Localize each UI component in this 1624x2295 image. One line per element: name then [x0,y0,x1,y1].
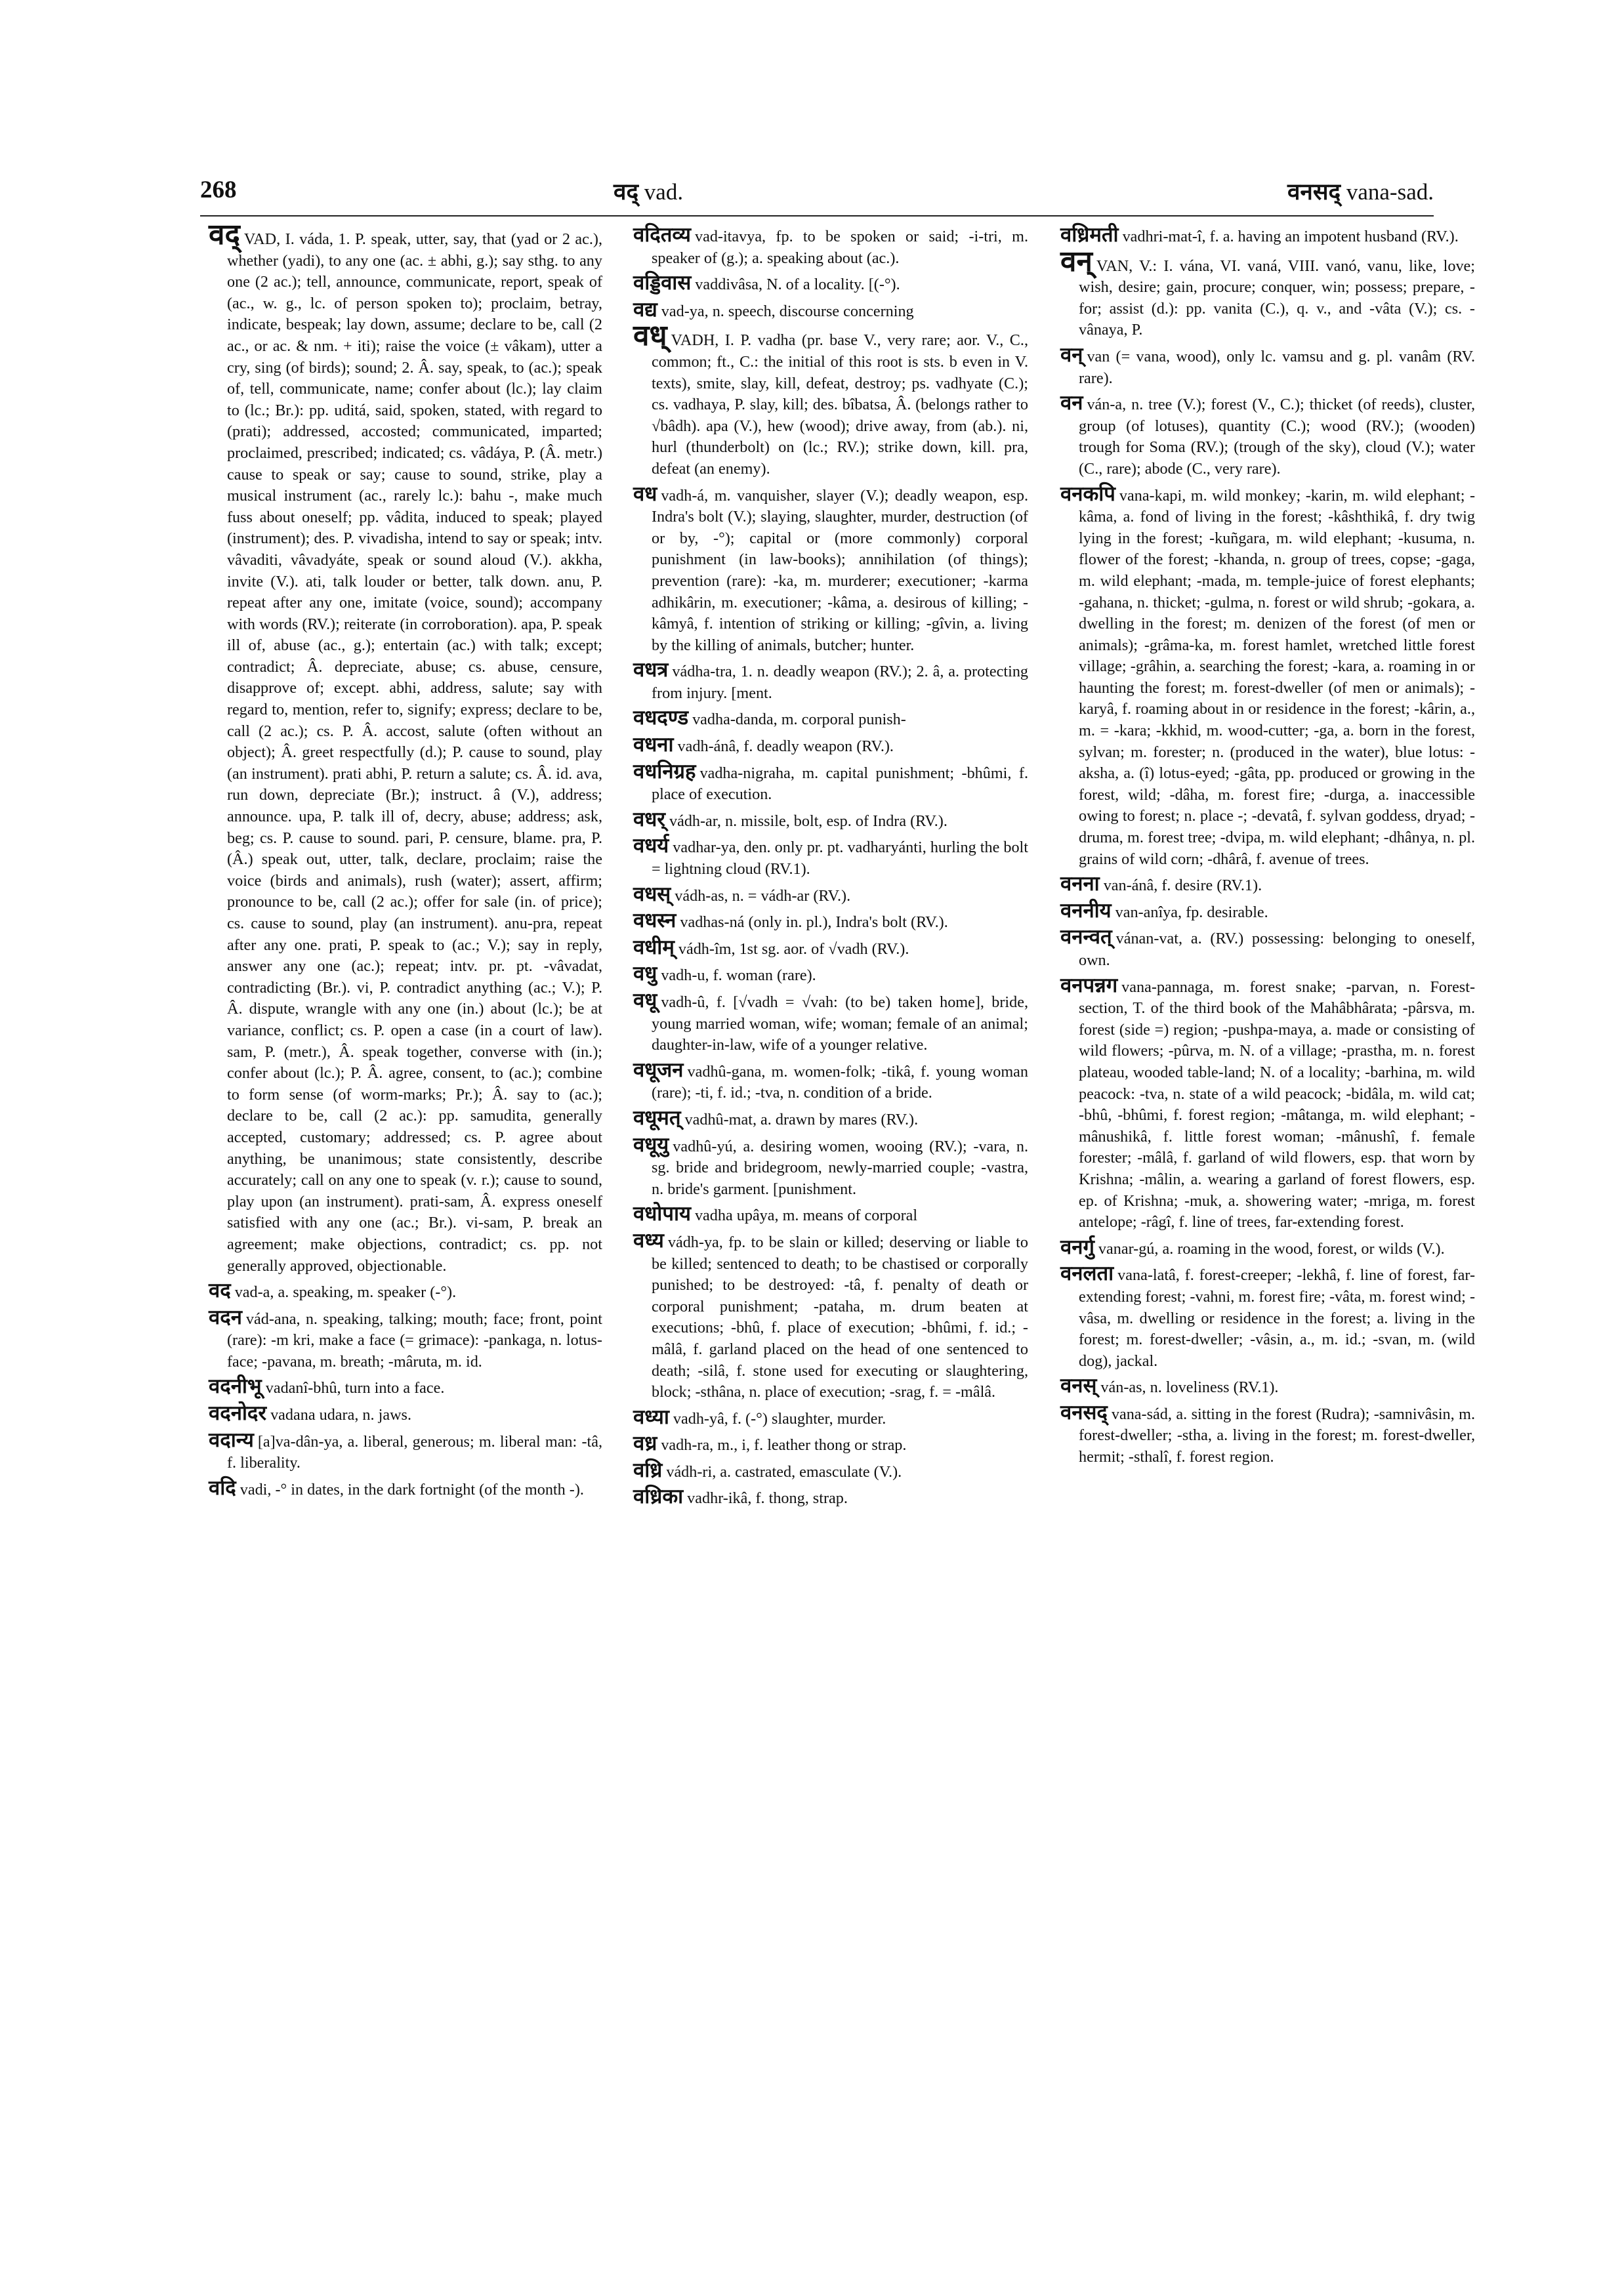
entry-definition: a. roaming in the wood, forest, or wilds (V.). [1162,1239,1445,1258]
entry-headword: वदान्य [209,1428,254,1452]
entry-transliteration: vadhû-yú, [673,1137,737,1155]
entry-definition: m., i, f. leather thong or strap. [717,1436,907,1455]
dictionary-entry [633,937,1028,961]
entry-headword: वधू [633,989,657,1012]
dictionary-entry [633,1433,1028,1457]
dictionary-entry [633,963,1028,987]
dictionary-entry [1060,900,1475,924]
entry-transliteration: vanar-gú, [1098,1239,1159,1258]
entry-headword: वधत्र [633,658,669,682]
entry-definition: fp. to be spoken or said; -i-tri, m. speaker of (g.); a. speaking about (ac.). [652,228,1028,267]
entry-definition: 1st sg. aor. of √vadh (RV.). [739,940,909,958]
dictionary-entry [209,1478,602,1501]
entry-headword: वधीम् [633,935,675,959]
entry-transliteration: vadhas-ná [680,913,745,932]
entry-headword: वनस् [1060,1374,1097,1398]
entry-definition: a. castrated, emasculate (V.). [720,1462,902,1481]
entry-transliteration: van-ánâ, [1103,877,1158,895]
entry-transliteration: vadana udara, [270,1406,359,1424]
entry-transliteration: vádh-ya, [667,1233,723,1251]
dictionary-entry [633,910,1028,934]
entry-transliteration: vádh-ri, [666,1462,717,1481]
entry-headword: वध् [633,319,667,353]
entry-transliteration: vád-ana, [245,1310,301,1328]
dictionary-entry [633,734,1028,758]
dictionary-entry [633,884,1028,907]
dictionary-entry [633,1486,1028,1510]
entry-definition: f. deadly weapon (RV.). [743,737,894,756]
entry-definition: f. [√vadh = √vah: (to be) taken home], bride, young married woman, wife; woman; female of an animal; daughter-in-law, wife of a younger relative. [652,993,1028,1054]
entry-headword: वननीय [1060,898,1112,922]
entry-transliteration: vana-latâ, [1117,1266,1180,1285]
header-rule [200,215,1434,217]
running-head-left [614,176,683,207]
entry-transliteration: vadh-u, [661,966,709,985]
dictionary-entry [1060,1237,1475,1260]
entry-definition: n. = vádh-ar (RV.). [732,886,851,905]
entry-headword: वधस्न [633,909,677,933]
entry-definition: m. women-folk; -tikâ, f. young woman (rare); -ti, f. id.; -tva, n. condition of a bride. [652,1062,1028,1102]
entry-transliteration: vádha-tra, [672,663,736,681]
entry-headword: वधना [633,733,674,757]
dictionary-column-1 [209,218,603,1504]
dictionary-entry [633,1230,1028,1403]
entry-transliteration: vadh-á, [661,486,709,505]
dictionary-entry [1060,344,1475,389]
entry-definition: f. forest-creeper; -lekhâ, f. line of forest, far-extending forest; -vahni, m. forest fire; -vâta, m. forest wind; -vâsa, m. dwelling or residence in the forest; a. living in the forest; m. forest-dweller; -vâsin, a., m. id.; -svan, m. (wild dog), jackal. [1079,1266,1475,1370]
entry-headword: वध्रिका [633,1485,684,1509]
entry-transliteration: vana-pannaga, [1121,978,1214,996]
dictionary-entry [1060,1402,1475,1468]
page-header [200,172,1434,211]
entry-definition: f. a. having an impotent husband (RV.). [1209,228,1459,245]
entry-headword: वनर्गु [1060,1235,1094,1259]
entry-headword: वदनोदर [209,1401,267,1426]
dictionary-entry [1060,392,1475,480]
entry-definition: a. speaking, m. speaker (-°). [278,1283,457,1302]
entry-headword: वध्या [633,1405,669,1429]
entry-transliteration: van-anîya, [1115,903,1182,921]
entry-transliteration: vadha upâya, [694,1207,779,1225]
dictionary-entry [209,1307,602,1373]
running-head-right [1287,176,1434,207]
entry-transliteration: ván-as, [1100,1378,1146,1397]
dictionary-entry [633,990,1028,1056]
dictionary-entry [1060,926,1475,971]
entry-headword: वन् [1060,342,1083,367]
entry-definition: m. vanquisher, slayer (V.); deadly weapon, esp. Indra's bolt (V.); slaying, slaughter, murder, destruction (of or by, -°); capital or (more commonly) corporal punishment (in law-books); annihilation (of things); prevention (rare): -ka, m. murderer; executioner; -karma adhikârin, m. executioner; -kâma, a. desirous of killing; -kâmyâ, f. intention of striking or killing; -gîvin, a. living by the killing of animals, butcher; hunter. [652,486,1029,654]
entry-headword: वदन [209,1305,242,1329]
dictionary-entry [1060,244,1475,341]
entry-definition: vadha (pr. base V., very rare; aor. V., C., common; ft., C.: the initial of this root is sts. b even in V. texts), smite, slay, kill, defeat, destroy; ps. vadhyate (C.); cs. vadhaya, P. slay, kill; des. bîbatsa, Â. (belongs rather to √bâdh). apa (V.), hew (wood); drive away, from (ab.). ni, hurl (thunderbolt) on (lc.; RV.); strike down, kill. pra, defeat (an enemy). [652,331,1028,478]
entry-headword: वधनिग्रह [633,759,696,783]
dictionary-entry [1060,873,1475,897]
entry-definition: 1. n. deadly weapon (RV.); 2. â, a. protecting from injury. [ment. [652,663,1029,702]
entry-headword: वध [633,482,657,506]
entry-headword: वधस् [633,882,671,906]
dictionary-entry [633,1460,1028,1483]
dictionary-entry [633,835,1028,880]
running-head-right-devanagari: वनसद् [1287,179,1341,205]
entry-transliteration: vadhr-ikâ, [687,1489,752,1508]
entry-transliteration: vadhri-mat-î, [1122,228,1206,245]
entry-definition: m. wild monkey; -karin, m. wild elephant; -kâma, a. fond of living in the forest; -kâshthikâ, f. dry twig lying in the forest; -kuñgara, m. wild elephant; -kusuma, n. flower of the forest; -khanda, n. group of trees, copse; -gaga, m. wild elephant; -mada, m. temple-juice of forest elephants; -gahana, n. thicket; -gulma, n. forest or wild shrub; -gokara, a. dwelling in the forest; m. denizen of the forest (of men or animals); -grâma-ka, m. forest hamlet, wretched little forest village; -grâhin, a. searching the forest; -kara, a. roaming in or haunting the forest; m. forest-dweller (of men or animals); -karyâ, f. roaming about in or residence in the forest; -kârin, a., m. = -kara; -kkhid, m. wood-cutter; -ga, a. born in the forest, sylvan; m. forester; n. (produced in the water), blue lotus: -aksha, a. (î) lotus-eyed; -gâta, pp. produced or growing in the forest, wild; -dâha, m. forest fire; -durga, a. inaccessible owing to forest; n. place -; -devatâ, f. sylvan goddess, dryad; -druma, m. forest tree; -dvipa, m. wild elephant; -dhânya, n. pl. grains of wild corn; -dhârâ, f. avenue of trees. [1079,486,1476,868]
entry-definition: m. capital punishment; -bhûmi, f. place of execution. [652,764,1028,804]
entry-headword: वनलता [1060,1262,1114,1286]
entry-transliteration: vad-a, [234,1283,274,1302]
entry-definition: (= vana, wood), only lc. vamsu and g. pl. vanâm (RV. rare). [1079,347,1475,387]
dictionary-entry [633,1060,1028,1104]
entry-headword: वध्रिमती [1060,223,1119,247]
entry-definition: turn into a face. [344,1379,445,1397]
entry-headword: वध्र [633,1432,657,1456]
running-head-left-roman: vad. [644,179,684,205]
entry-definition: m. forest snake; -parvan, n. Forest-section, T. of the third book of the Mahâbhârata; -pârsva, m. forest (side =) region; -pushpa-maya, a. made or consisting of wild flowers; -pûrva, m. N. of a village; -prastha, m. n. forest plateau, wooded table-land; N. of a locality; -barhina, m. wild peacock: -tva, n. state of a wild peacock; -bidâla, m. wild cat; -bhû, -bhûmi, f. forest region; -mâtanga, m. wild elephant; -mânushikâ, f. little forest woman; -mânushî, f. female forester; -mâlâ, f. garland of wild flowers, esp. that worn by Krishna; -mâlin, a. wearing a garland of forest flowers, esp. ep. of Krishna; -muk, a. showering water; -mriga, m. forest antelope; -râgî, f. line of trees, far-extending forest. [1079,978,1475,1231]
dictionary-entry [633,809,1028,833]
entry-headword: वधूमत् [633,1106,681,1130]
entry-definition: fp. desirable. [1186,903,1268,921]
entry-definition: fp. to be slain or killed; deserving or liable to be killed; sentenced to death; to be chastised or corporally punished; to be destroyed: -tâ, f. penalty of death or corporal punishment; -pataha, m. drum beaten at executions; -bhû, f. place of execution; -bhûmi, f. id.; -mâlâ, f. garland placed on the head of one sentenced to death; -silâ, f. stone used for executing or slaughtering, block; -sthâna, n. place of execution; -srag, f. = -mâlâ. [652,1233,1028,1401]
entry-transliteration: [a]va-dân-ya, [257,1432,343,1451]
entry-definition: m. corporal punish- [781,711,906,729]
dictionary-entry [1060,975,1475,1233]
dictionary-entry [1060,1375,1475,1399]
entry-headword: वन् [1060,244,1093,278]
entry-definition: n. loveliness (RV.1). [1150,1378,1279,1397]
entry-definition: n. speaking, talking; mouth; face; front, point (rare): -m kri, make a face (= grimace): -pankaga, n. lotus-face; -pavana, m. breath; -mâruta, m. id. [227,1310,602,1371]
entry-transliteration: vadh-yâ, [673,1409,728,1428]
entry-headword: वदनीभू [209,1375,262,1399]
entry-definition: den. only pr. pt. vadharyánti, hurling the bolt = lightning cloud (RV.1). [652,838,1028,879]
entry-definition: váda, 1. P. speak, utter, say, that (yad or 2 ac.), whether (yadi), to any one (ac. ± abhi, g.); say sthg. to any one (2 ac.); tell, announce, communicate, report, speak of (ac., w. g., lc. of person spoken to); proclaim, betray, indicate, bespeak; lay down, assume; declare to be, call (2 ac., or ac. & nm. + iti); raise the voice (± vâkam), utter a cry, sing (of birds); sound; 2. Â. say, speak, to (ac.); speak of, tell, communicate, name; confer about (lc.); lay claim to (lc.; Br.): pp. uditá, said, spoken, stated, with regard to (prati); addressed, accosted; communicated, imparted; proclaimed, prescribed; indicated; cs. vâdáya, P. (Â. metr.) cause to speak or say; cause to sound, strike, play a musical instrument (ac., rarely lc.): bahu -, make much fuss about oneself; pp. vâdita, induced to speak; played (instrument); des. P. vivadisha, intend to say or speak; intv. vâvaditi, vâvadyáte, speak or sound aloud (V.). akkha, invite (V.). ati, talk louder or better, talk down. anu, P. repeat after any one, imitate (voice, sound); accompany with words (RV.); reiterate (in corroboration). apa, P. speak ill of, abuse (ac., g.); entertain (ac.) with talk; except; contradict; Â. depreciate, abuse; cs. abuse, censure, disapprove of; except. abhi, address, salute; say with regard to, mention, refer to, signify; express; declare to be, call (2 ac.); cs. P. Â. accost, salute (often without an object); Â. greet respectfully (d.); P. cause to sound, play (an instrument). prati abhi, P. return a salute; cs. Â. id. ava, run down, depreciate (Br.); instruct. â (V.), address; announce. upa, P. talk ill of, decry, abuse; address; ask, beg; cs. P. cause to sound. pari, P. censure, blame. pra, P. (Â.) speak out, utter, talk, declare, proclaim; raise the voice (birds and animals), rush (water); assert, affirm; pronounce to be, call (2 ac.); offer for sale (in. of price); cs. cause to sound, play (an instrument). anu-pra, repeat after any one. prati, P. speak to (ac.; V.); say in reply, answer any one (ac.); repeat; intv. pr. pt. -vâvadat, contradicting (Br.). vi, P. contradict anything (ac.; V.); P. Â. dispute, wrangle with any one (in.) about (lc.); be at variance, conflict; cs. P. open a case (in a court of law). sam, P. (metr.), Â. speak together, converse with (in.); confer about (lc.); P. Â. agree, consent, to (ac.); combine to form sense (of worm-marks; Pr.); Â. say to (ac.); declare to be, call (2 ac.): pp. samudita, generally accepted, customary; addressed; cs. P. agree about anything, be unanimous; state consistently, describe accurately; call on any one to speak (v. r.); cause to sound, play upon (an instrument). prati-sam, Â. express oneself satisfied with any one (ac.; Br.). vi-sam, P. break an agreement; make objections, contradict; cs. pp. not generally approved, objectionable. [227,230,603,1275]
entry-headword: वनसद् [1060,1400,1108,1424]
entry-transliteration: vádh-ar, [669,812,721,830]
entry-transliteration: vad-itavya, [694,228,766,245]
entry-headword: वड्डिवास [633,271,692,295]
entry-transliteration: vadh-û, [661,993,709,1011]
entry-headword: वनना [1060,872,1100,896]
entry-definition: f. woman (rare). [713,966,816,985]
entry-definition: a. sitting in the forest (Rudra); -samnivâsin, m. forest-dweller; -stha, a. living in the forest; m. forest-dweller, hermit; -sthalî, f. forest region. [1079,1405,1476,1466]
entry-definition: n. speech, discourse concerning [712,302,914,320]
dictionary-entry [633,299,1028,323]
entry-definition: f. (-°) slaughter, murder. [732,1409,886,1428]
entry-transliteration: vadha-nigraha, [699,764,795,782]
running-head-left-devanagari: वद् [614,179,639,205]
entry-transliteration: van [1087,347,1110,365]
dictionary-column-2 [633,224,1028,1513]
entry-headword: वध्य [633,1228,664,1252]
entry-transliteration: vadanî-bhû, [265,1379,341,1397]
dictionary-entry [209,218,603,1277]
entry-headword: वद्य [633,297,657,321]
entry-definition: f. desire (RV.1). [1161,877,1262,895]
dictionary-entry [209,1403,602,1426]
entry-headword: वद् [209,218,240,251]
entry-transliteration: vad-ya, [661,302,709,320]
entry-headword: वधु [633,962,657,986]
entry-transliteration: vádh-as, [675,886,728,905]
entry-definition: N. of a locality. [(-°). [766,276,900,294]
dictionary-entry [633,761,1028,806]
entry-definition: -° in dates, in the dark fortnight (of the month -). [275,1480,584,1499]
dictionary-entry [633,1107,1028,1131]
entry-headword: वधर् [633,807,665,831]
dictionary-entry [633,1134,1028,1201]
entry-transliteration: vadh-ra, [661,1436,714,1455]
dictionary-entry [1060,484,1475,871]
entry-definition: a. drawn by mares (RV.). [760,1110,919,1128]
entry-headword: वधूजन [633,1058,684,1082]
entry-headword: वधर्य [633,834,669,858]
entry-headword: वद [209,1279,231,1303]
entry-transliteration: vana-sád, [1111,1405,1172,1423]
entry-headword: वन [1060,391,1083,415]
entry-transliteration: vánan-vat, [1115,930,1183,948]
entry-transliteration: vadhû-gana, [687,1062,766,1081]
dictionary-entry [633,707,1028,731]
entry-definition: I. vána, VI. vaná, VIII. vanó, vanu, like, love; wish, desire; gain, procure; conquer, win; possess; prepare, - for; assist (d.): pp. vanita (C.), q. v., and -vâta (V.); cs. -vânaya, P. [1079,257,1475,339]
entry-transliteration: ván-a, [1087,396,1127,414]
entry-definition: n. jaws. [362,1406,411,1424]
entry-transliteration: vadh-ánâ, [677,737,740,756]
running-head-right-roman: vana-sad. [1346,179,1434,205]
entry-definition: a. (RV.) possessing: belonging to oneself, own. [1079,930,1475,969]
entry-headword: वधूयु [633,1132,669,1157]
entry-headword: वनन्वत् [1060,925,1112,949]
entry-headword: वध्रि [633,1458,663,1482]
entry-transliteration: VADH, I. P. [671,331,752,350]
dictionary-entry [1060,224,1475,248]
entry-headword: वदितव्य [633,223,691,247]
dictionary-entry [633,659,1028,704]
entry-headword: वधदण्ड [633,706,689,730]
entry-transliteration: vádh-îm, [678,940,736,958]
dictionary-column-3 [1060,224,1475,1472]
entry-transliteration: vadi, [239,1480,272,1499]
entry-transliteration: vadhar-ya, [673,838,740,857]
entry-transliteration: vana-kapi, [1119,486,1186,505]
entry-definition: n. missile, bolt, esp. of Indra (RV.). [724,812,947,830]
entry-headword: वधोपाय [633,1202,691,1226]
entry-definition: n. tree (V.); forest (V., C.); thicket (of reeds), cluster, group (of lotuses), quantity (C.); wood (RV.); (wooden) trough for Soma (RV.); (trough of the sky), cloud (V.); water (C., rare); abode (C., very rare). [1079,396,1476,478]
entry-transliteration: vaddivâsa, [695,276,763,294]
dictionary-entry [209,1280,602,1304]
dictionary-entry [209,1430,602,1474]
entry-headword: वनकपि [1060,482,1115,506]
entry-headword: वदि [209,1476,236,1500]
entry-transliteration: vadha-danda, [692,711,778,729]
entry-transliteration: VAN, V.: [1096,257,1157,275]
entry-transliteration: vadhû-mat, [684,1110,757,1128]
dictionary-entry [633,224,1028,269]
page-number: 268 [200,176,237,203]
entry-headword: वनपन्नग [1060,973,1118,997]
dictionary-entry [633,1407,1028,1430]
dictionary-entry [633,1203,1028,1227]
dictionary-entry [633,484,1028,657]
entry-definition: a. liberal, generous; m. liberal man: -tâ, f. liberality. [227,1432,602,1472]
dictionary-entry [209,1376,602,1399]
dictionary-entry [633,319,1028,480]
entry-definition: a. desiring women, wooing (RV.); -vara, n. sg. bride and bridegroom, newly-married couple; -vastra, n. bride's garment. [punishment. [652,1137,1028,1198]
entry-transliteration: VAD, I. [243,230,295,248]
dictionary-entry [633,272,1028,296]
entry-definition: f. thong, strap. [755,1489,848,1508]
entry-definition: m. means of corporal [782,1207,918,1225]
entry-definition: (only in. pl.), Indra's bolt (RV.). [748,913,948,932]
dictionary-entry [1060,1263,1475,1372]
